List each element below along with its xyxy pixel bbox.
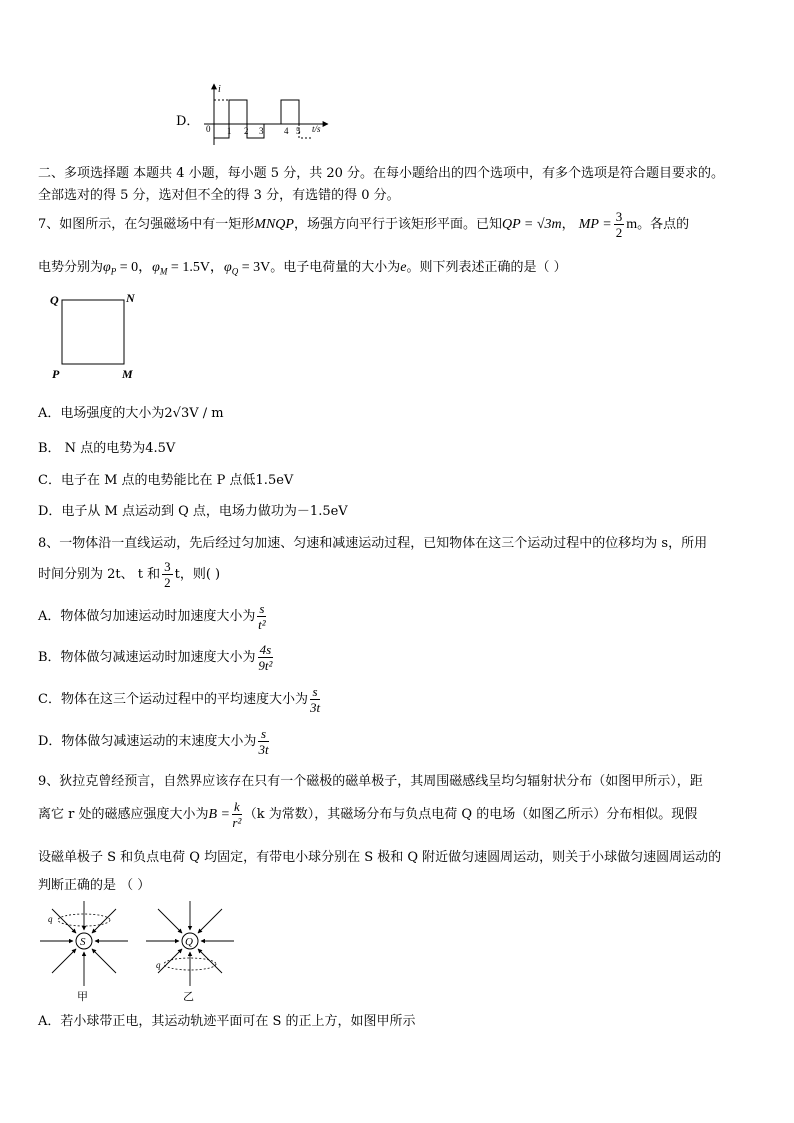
q7-option-d: D．电子从 M 点运动到 Q 点，电场力做功为－1.5eV [38,504,348,519]
section2-header-line2: 全部选对的得 5 分，选对但不全的得 3 分，有选错的得 0 分。 [38,188,400,203]
q8-stem-line2: 时间分别为 2t、 t 和 $\frac{3}{2}$ t，则( ) [38,559,221,590]
graph-y-label: i [218,84,221,95]
corner-m: M [122,367,133,381]
q7-stem-line1: 7、如图所示，在匀强磁场中有一矩形MNQP，场强方向平行于该矩形平面。已知QP = √3m， MP = $\frac{3}{2}$ m。各点的 [38,209,690,240]
q7-option-b: B． N 点的电势为4.5V [38,441,176,456]
graph-tick-5: 5 [296,126,301,136]
q8-option-c: C．物体在这三个运动过程中的平均速度大小为 $\frac{s}{3t}$ [38,684,321,715]
yi-caption: 乙 [183,991,194,1003]
corner-p: P [52,367,60,381]
q9-stem-line2: 离它 r 处的磁感应强度大小为B = $\frac{k}{\text{r²}}$ （k 为常数），其磁场分布与负点电荷 Q 的电场（如图乙所示）分布相似。现假 [38,799,698,830]
option-d-label: D． [176,114,200,129]
q8-option-d: D．物体做匀减速运动的末速度大小为 $\frac{s}{3t}$ [38,726,269,757]
yi-center-q: Q [185,936,193,948]
corner-q: Q [50,293,59,307]
graph-tick-3: 3 [259,126,264,136]
graph-x-label: t/s [312,124,321,134]
q9-figure-jia [36,896,136,1004]
jia-caption: 甲 [77,991,88,1003]
q7-rectangle-figure [44,290,144,382]
q8-option-a: A．物体做匀加速运动时加速度大小为 $\frac{s}{\text{t²}}$ [38,601,266,632]
jia-center-s: S [80,936,86,948]
graph-tick-1: 1 [227,126,232,136]
q9-option-a: A．若小球带正电，其运动轨迹平面可在 S 的正上方，如图甲所示 [38,1014,416,1029]
q7-stem-line2: 电势分别为$\varphi_P = 0$，$\varphi_M = 1.5V$，$\varphi_Q = 3V$。电子电荷量的大小为e。则下列表述正确的是（ ） [38,260,567,277]
q8-stem-line1: 8、一物体沿一直线运动，先后经过匀加速、匀速和减速运动过程，已知物体在这三个运动过程中的位移均为 s，所用 [38,536,708,551]
option-d-graph [200,80,340,150]
graph-tick-2: 2 [244,126,249,136]
jia-charge-q: q [48,914,53,924]
section2-header-line1: 二、多项选择题 本题共 4 小题，每小题 5 分，共 20 分。在每小题给出的四个选项中，有多个选项是符合题目要求的。 [38,166,725,181]
q9-stem-line1: 9、狄拉克曾经预言，自然界应该存在只有一个磁极的磁单极子，其周围磁感线呈均匀辐射状分布（如图甲所示），距 [38,774,703,789]
q7-option-c: C．电子在 M 点的电势能比在 P 点低1.5eV [38,473,294,488]
q7-option-a: A．电场强度的大小为2√3V / m [38,406,224,421]
corner-n: N [126,291,135,305]
q8-option-b: B．物体做匀减速运动时加速度大小为 $\frac{4s}{\text{9t²}}$ [38,642,273,673]
yi-charge-q: q [156,960,161,970]
graph-tick-4: 4 [284,126,289,136]
q9-figure-yi [142,896,242,1004]
q9-stem-line3: 设磁单极子 S 和负点电荷 Q 均固定，有带电小球分别在 S 极和 Q 附近做匀速圆周运动，则关于小球做匀速圆周运动的 [38,850,722,865]
q9-stem-line4: 判断正确的是 （ ） [38,878,151,893]
graph-origin: 0 [206,124,211,134]
